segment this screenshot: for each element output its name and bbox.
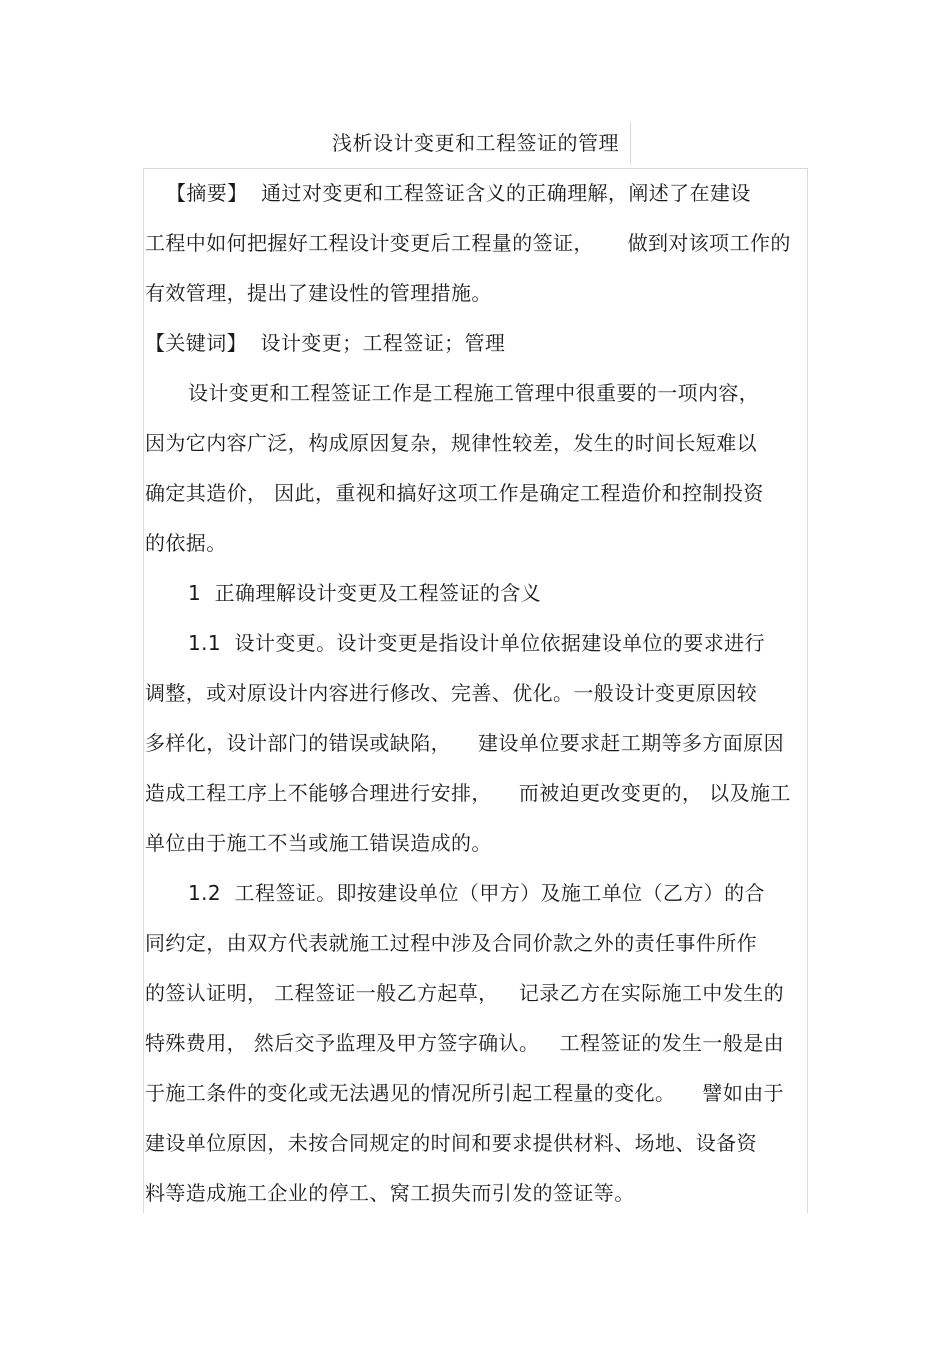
subsection-1-1-line-3: 多样化，设计部门的错误或缺陷， 建设单位要求赶工期等多方面原因 <box>145 731 785 755</box>
subsection-1-1-line-4: 造成工程工序上不能够合理进行安排， 而被迫更改变更的， 以及施工 <box>145 781 791 805</box>
subsection-1-1-line-1: 1.1 设计变更。设计变更是指设计单位依据建设单位的要求进行 <box>188 631 765 655</box>
section-heading-1: 1 正确理解设计变更及工程签证的含义 <box>188 581 542 605</box>
subsection-1-1-line-5: 单位由于施工不当或施工错误造成的。 <box>145 831 492 855</box>
abstract-line-3: 有效管理，提出了建设性的管理措施。 <box>145 281 492 305</box>
body-line-4: 的依据。 <box>145 531 227 555</box>
text-frame-left <box>143 168 144 1213</box>
document-title: 浅析设计变更和工程签证的管理 <box>332 131 619 155</box>
abstract-line-2: 工程中如何把握好工程设计变更后工程量的签证， 做到对该项工作的 <box>145 231 791 255</box>
subsection-1-2-line-7: 料等造成施工企业的停工、窝工损失而引发的签证等。 <box>145 1181 635 1205</box>
subsection-1-2-line-1: 1.2 工程签证。即按建设单位（甲方）及施工单位（乙方）的合 <box>188 881 765 905</box>
text-frame-top <box>143 168 808 169</box>
subsection-1-2-line-4: 特殊费用， 然后交予监理及甲方签字确认。 工程签证的发生一般是由 <box>145 1031 785 1055</box>
body-line-2: 因为它内容广泛，构成原因复杂，规律性较差，发生的时间长短难以 <box>145 431 757 455</box>
text-frame-right <box>807 168 808 1213</box>
subsection-1-1-line-2: 调整，或对原设计内容进行修改、完善、优化。一般设计变更原因较 <box>145 681 757 705</box>
subsection-1-2-line-3: 的签认证明， 工程签证一般乙方起草， 记录乙方在实际施工中发生的 <box>145 981 785 1005</box>
subsection-1-2-line-2: 同约定，由双方代表就施工过程中涉及合同价款之外的责任事件所作 <box>145 931 757 955</box>
body-line-3: 确定其造价， 因此，重视和搞好这项工作是确定工程造价和控制投资 <box>145 481 764 505</box>
body-line-1: 设计变更和工程签证工作是工程施工管理中很重要的一项内容， <box>188 381 760 405</box>
subsection-1-2-line-5: 于施工条件的变化或无法遇见的情况所引起工程量的变化。 譬如由于 <box>145 1081 785 1105</box>
keywords-line: 【关键词】 设计变更；工程签证；管理 <box>145 331 506 355</box>
subsection-1-2-line-6: 建设单位原因，未按合同规定的时间和要求提供材料、场地、设备资 <box>145 1131 757 1155</box>
abstract-line-1: 【摘要】 通过对变更和工程签证含义的正确理解，阐述了在建设 <box>166 181 751 205</box>
